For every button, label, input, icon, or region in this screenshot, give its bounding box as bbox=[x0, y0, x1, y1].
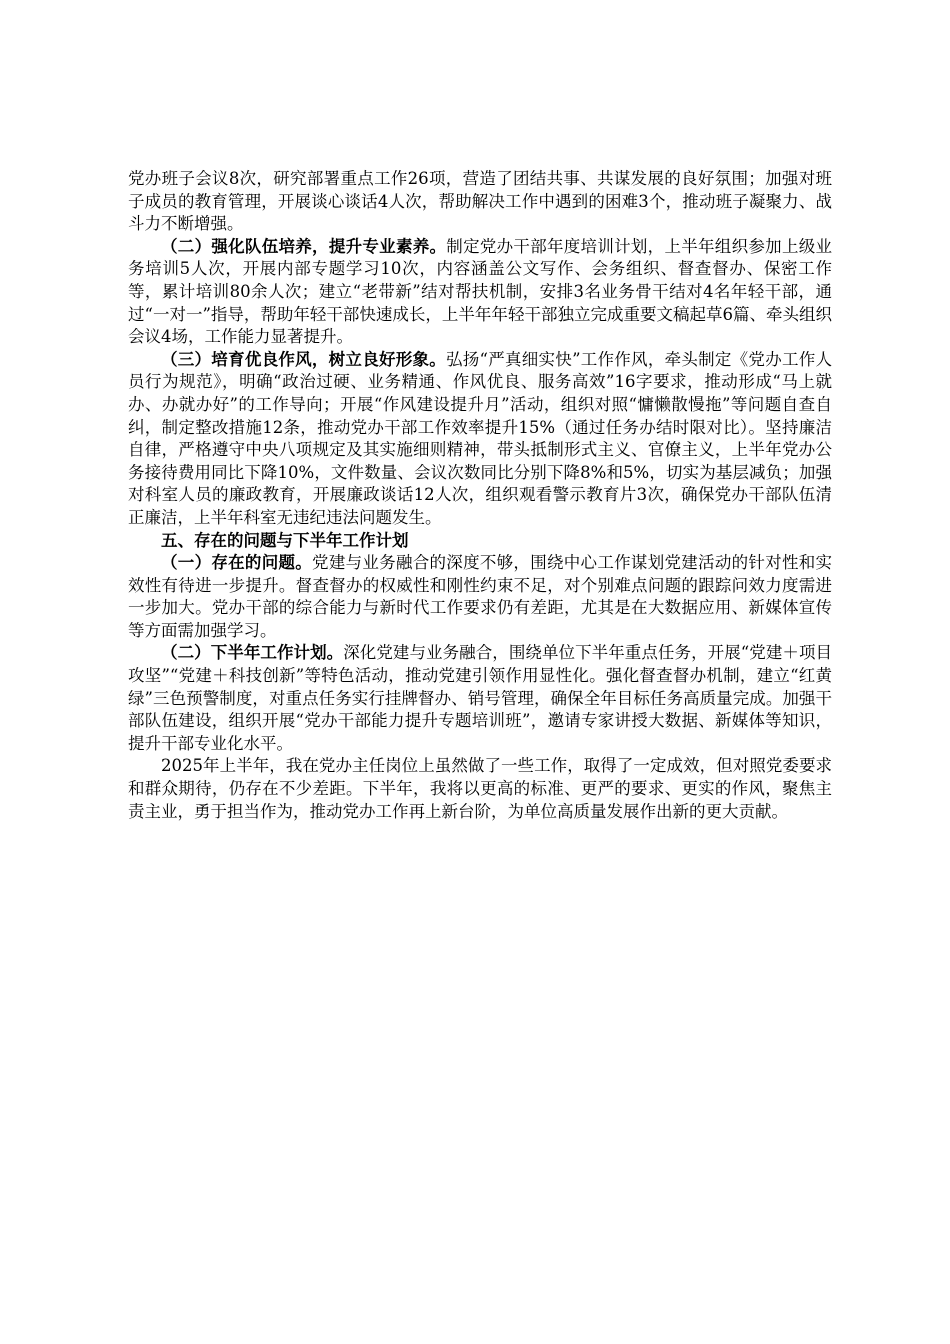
paragraph-lead: （一）存在的问题。 bbox=[161, 553, 313, 573]
paragraph-text: 深化党建与业务融合，围绕单位下半年重点任务，开展“党建＋项目攻坚”“党建＋科技创新”等特色活动，推动党建引领作用显性化。强化督查督办机制，建立“红黄绿”三色预警制度，对重点任务实行挂牌督办、销号管理，确保全年目标任务高质量完成。加强干部队伍建设，组织开展“党办干部能力提升专题培训班”，邀请专家讲授大数据、新媒体等知识，提升干部专业化水平。 bbox=[128, 643, 833, 753]
paragraph-team-training bbox=[128, 236, 832, 349]
paragraph-lead: （三）培育优良作风，树立良好形象。 bbox=[161, 349, 447, 369]
paragraph-text: 2025年上半年，我在党办主任岗位上虽然做了一些工作，取得了一定成效，但对照党委要求和群众期待，仍存在不少差距。下半年，我将以更高的标准、更严的要求、更实的作风，聚焦主责主业，勇于担当作为，推动党办工作再上新台阶，为单位高质量发展作出新的更大贡献。 bbox=[128, 756, 832, 821]
paragraph-problems bbox=[128, 552, 832, 642]
paragraph-conclusion bbox=[128, 755, 832, 823]
section-heading: 五、存在的问题与下半年工作计划 bbox=[161, 530, 409, 550]
paragraph-lead: （二）强化队伍培养，提升专业素养。 bbox=[161, 236, 447, 256]
paragraph-plan bbox=[128, 642, 832, 755]
paragraph-text: 制定党办干部年度培训计划，上半年组织参加上级业务培训5人次，开展内部专题学习10次，内容涵盖公文写作、会务组织、督查督办、保密工作等，累计培训80余人次；建立“老带新”结对帮扶机制，安排3名业务骨干结对4名年轻干部，通过“一对一”指导，帮助年轻干部快速成长，上半年年轻干部独立完成重要文稿起草6篇、牵头组织会议4场，工作能力显著提升。 bbox=[128, 236, 833, 347]
paragraph-lead: （二）下半年工作计划。 bbox=[161, 643, 344, 663]
paragraph-continuation bbox=[128, 168, 832, 236]
paragraph-work-style bbox=[128, 349, 832, 530]
document-body bbox=[128, 168, 832, 823]
paragraph-text: 党建与业务融合的深度不够，围绕中心工作谋划党建活动的针对性和实效性有待进一步提升。督查督办的权威性和刚性约束不足，对个别难点问题的跟踪问效力度需进一步加大。党办干部的综合能力与新时代工作要求仍有差距，尤其是在大数据应用、新媒体宣传等方面需加强学习。 bbox=[128, 553, 833, 640]
paragraph-text: 党办班子会议8次，研究部署重点工作26项，营造了团结共事、共谋发展的良好氛围；加强对班子成员的教育管理，开展谈心谈话4人次，帮助解决工作中遇到的困难3个，推动班子凝聚力、战斗力不断增强。 bbox=[128, 169, 832, 234]
paragraph-text: 弘扬“严真细实快”工作作风，牵头制定《党办工作人员行为规范》，明确“政治过硬、业务精通、作风优良、服务高效”16字要求，推动形成“马上就办、办就办好”的工作导向；开展“作风建设提升月”活动，组织对照“慵懒散慢拖”等问题自查自纠，制定整改措施12条，推动党办干部工作效率提升15%（通过任务办结时限对比）。坚持廉洁自律，严格遵守中央八项规定及其实施细则精神，带头抵制形式主义、官僚主义，上半年党办公务接待费用同比下降10%，文件数量、会议次数同比分别下降8%和5%，切实为基层减负；加强对科室人员的廉政教育，开展廉政谈话12人次，组织观看警示教育片3次，确保党办干部队伍清正廉洁，上半年科室无违纪违法问题发生。 bbox=[128, 349, 832, 527]
